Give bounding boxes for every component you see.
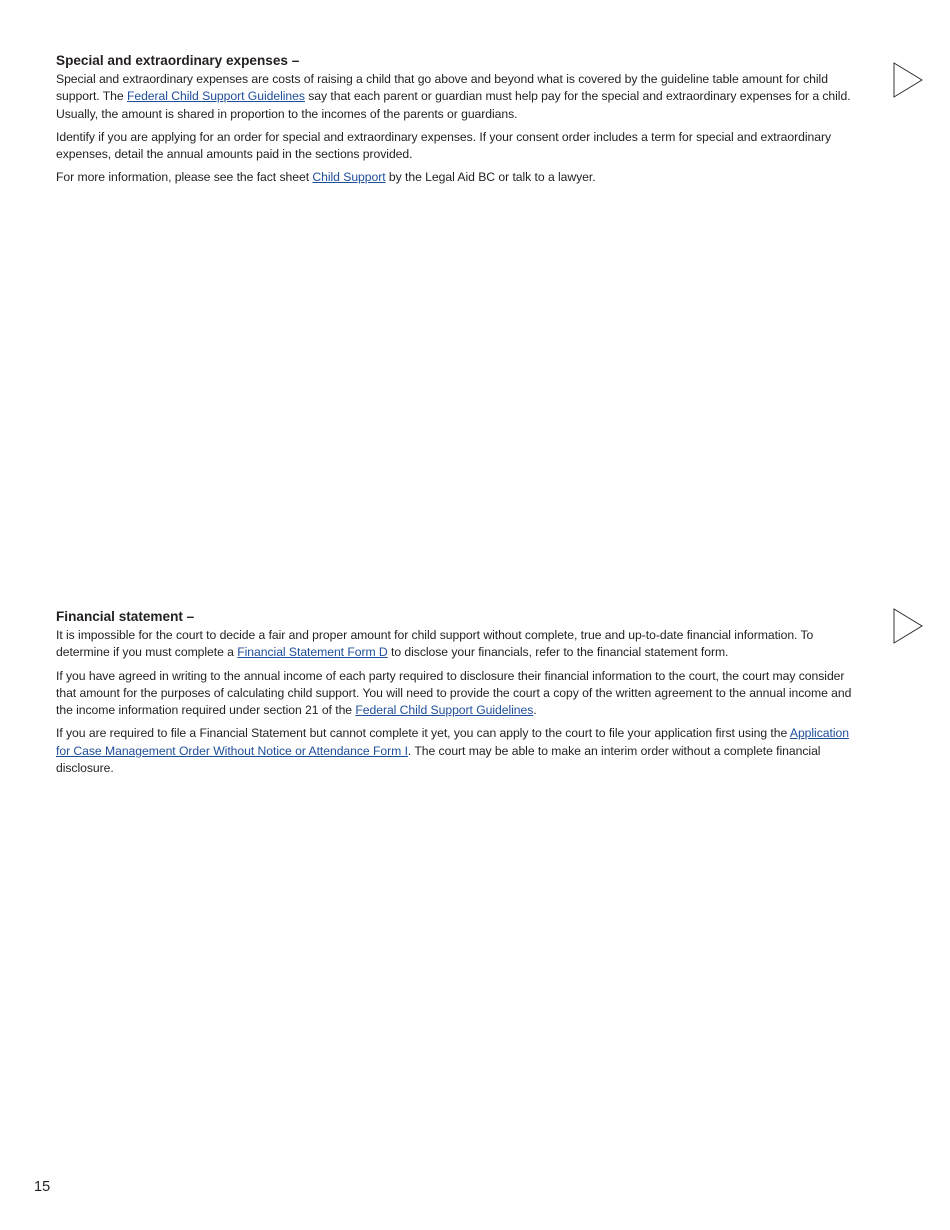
section-heading: Financial statement – bbox=[56, 609, 195, 624]
child-support-fact-sheet-link[interactable]: Child Support bbox=[312, 170, 386, 185]
section-paragraph: Identify if you are applying for an order for special and extraordinary expenses. If your consent order includes a term for special and extraordinary expenses, detail the annual amounts paid in the sections provided. bbox=[56, 129, 831, 162]
paragraph-text: If you have agreed in writing to the annual income of each party required to disclosure their financial information to the court, the court may consider that amount for the purposes of calculating child support. You will need to provide the court a copy of the written agreement to the annual income and the income information required under section 21 of the bbox=[56, 668, 852, 718]
section-paragraph bbox=[56, 627, 861, 662]
financial-statement-form-d-link[interactable]: Financial Statement Form D bbox=[237, 645, 388, 660]
paragraph-text: . The court may be able to make an interim order without a complete financial disclosure. bbox=[56, 743, 821, 776]
case-management-order-form-i-link[interactable]: Application for Case Management Order Without Notice or Attendance Form I bbox=[56, 726, 849, 758]
paragraph-text: . bbox=[533, 703, 537, 718]
paragraph-text: It is impossible for the court to decide a fair and proper amount for child support without complete, true and up-to-date financial information. To determine if you must complete a bbox=[56, 628, 814, 660]
section-paragraph bbox=[56, 668, 861, 720]
paragraph-text: For more information, please see the fact sheet bbox=[56, 170, 313, 185]
triangle-arrow-icon bbox=[892, 608, 924, 644]
special-expenses-section bbox=[56, 52, 861, 193]
financial-statement-section bbox=[56, 608, 861, 783]
section-heading: Special and extraordinary expenses – bbox=[56, 53, 300, 68]
federal-child-support-guidelines-link[interactable]: Federal Child Support Guidelines bbox=[126, 89, 305, 104]
paragraph-text: by the Legal Aid BC or talk to a lawyer. bbox=[385, 170, 596, 185]
section-paragraph bbox=[56, 71, 861, 123]
paragraph-text: to disclose your financials, refer to the financial statement form. bbox=[387, 645, 729, 660]
federal-child-support-guidelines-link[interactable]: Federal Child Support Guidelines bbox=[355, 703, 534, 718]
paragraph-text: say that each parent or guardian must help pay for the special and extraordinary expenses for a child. Usually, the amount is shared in proportion to the incomes of the parents or guardians. bbox=[56, 89, 851, 121]
triangle-arrow-icon bbox=[892, 62, 924, 98]
section-paragraph bbox=[56, 725, 861, 777]
page-number: 15 bbox=[34, 1179, 51, 1195]
paragraph-text: Special and extraordinary expenses are costs of raising a child that go above and beyond what is covered by the guideline table amount for child support. The bbox=[56, 72, 828, 104]
paragraph-text: If you are required to file a Financial Statement but cannot complete it yet, you can apply to the court to file your application first using the bbox=[56, 726, 790, 741]
section-paragraph bbox=[56, 169, 861, 186]
